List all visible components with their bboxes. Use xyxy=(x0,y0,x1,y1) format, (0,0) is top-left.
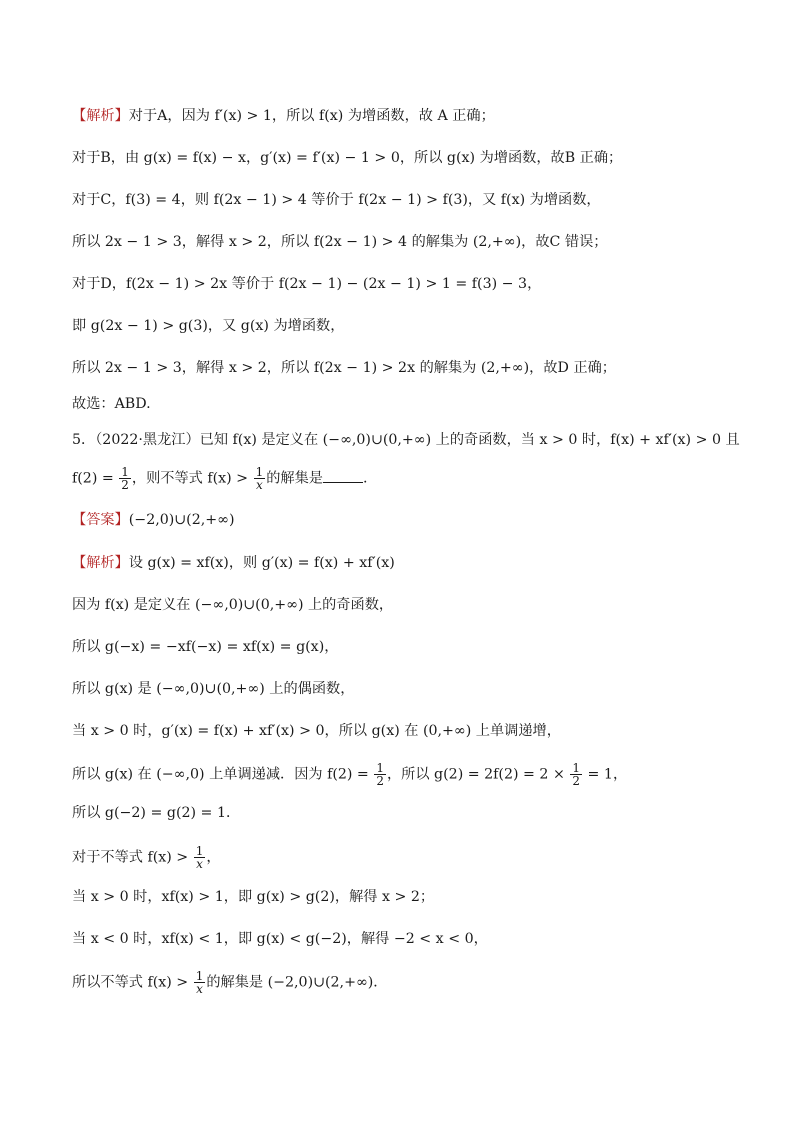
line-text: 设 g(x) = xf(x)，则 g′(x) = f(x) + xf′(x) xyxy=(128,555,395,571)
line-text: 所以 g(−2) = g(2) = 1． xyxy=(72,805,241,821)
fraction: $\frac{1}{2}$ xyxy=(572,761,581,788)
solution-line-d xyxy=(72,274,734,294)
line-text: 的解集是 xyxy=(266,470,323,487)
line-text: 的解集是 (−2,0)∪(2,+∞)． xyxy=(206,974,388,991)
analysis-line-11 xyxy=(72,970,734,995)
analysis-line-1 xyxy=(72,553,734,573)
analysis-tag: 【解析】 xyxy=(72,108,129,124)
question-text: 5．（2022·黑龙江）已知 f(x) 是定义在 (−∞,0)∪(0,+∞) 上的奇函数，当 x > 0 时，f(x) + xf′(x) > 0 且 xyxy=(72,432,740,448)
analysis-line-5 xyxy=(72,721,734,741)
line-text: f(2) = xyxy=(72,470,114,487)
analysis-line-7 xyxy=(72,803,734,823)
answer-line xyxy=(72,510,734,530)
solution-line-a xyxy=(72,106,734,126)
solution-line-c-2 xyxy=(72,232,734,252)
line-text: 所以 2x − 1 > 3，解得 x > 2，所以 f(2x − 1) > 2x 的解集为 (2,+∞)，故D 正确； xyxy=(72,360,616,376)
line-text: 所以不等式 f(x) > xyxy=(72,974,189,991)
solution-line-d-3 xyxy=(72,358,734,378)
line-text: ， xyxy=(206,849,221,866)
answer-tag: 【答案】 xyxy=(72,512,129,528)
line-text: 对于D，f(2x − 1) > 2x 等价于 f(2x − 1) − (2x − 1) > 1 = f(3) − 3， xyxy=(72,276,542,292)
answer-text: (−2,0)∪(2,+∞) xyxy=(128,512,235,528)
answer-blank xyxy=(323,468,363,483)
line-text: 当 x < 0 时，xf(x) < 1，即 g(x) < g(−2)，解得 −2 < x < 0， xyxy=(72,931,488,947)
analysis-tag: 【解析】 xyxy=(72,555,129,571)
line-text: ，则不等式 f(x) > xyxy=(131,470,249,487)
line-text: 当 x > 0 时，g′(x) = f(x) + xf′(x) > 0，所以 g(x) 在 (0,+∞) 上单调递增， xyxy=(72,723,561,739)
analysis-line-8 xyxy=(72,845,734,870)
line-text: = 1， xyxy=(587,766,628,783)
line-text: 所以 g(x) 在 (−∞,0) 上单调递减．因为 f(2) = xyxy=(72,766,369,783)
analysis-line-4 xyxy=(72,679,734,699)
fraction: $\frac{1}{2}$ xyxy=(376,761,384,788)
fraction: $\frac{1}{x}$ xyxy=(195,844,204,871)
line-text: . xyxy=(363,470,368,487)
analysis-line-9 xyxy=(72,887,734,907)
line-text: 故选：ABD. xyxy=(72,396,151,412)
line-text: 当 x > 0 时，xf(x) > 1，即 g(x) > g(2)，解得 x > 2； xyxy=(72,889,435,905)
analysis-line-2 xyxy=(72,595,734,615)
solution-line-b xyxy=(72,148,734,168)
line-text: 即 g(2x − 1) > g(3)，又 g(x) 为增函数， xyxy=(72,318,345,334)
answer-choice-line xyxy=(72,394,734,414)
line-text: 所以 2x − 1 > 3，解得 x > 2，所以 f(2x − 1) > 4 的解集为 (2,+∞)，故C 错误； xyxy=(72,234,608,250)
fraction: $\frac{1}{2}$ xyxy=(121,465,129,492)
analysis-line-3 xyxy=(72,637,734,657)
line-text: 所以 g(x) 是 (−∞,0)∪(0,+∞) 上的偶函数， xyxy=(72,681,355,697)
fraction: $\frac{1}{x}$ xyxy=(195,969,204,996)
question-5-line xyxy=(72,430,740,450)
fraction: $\frac{1}{x}$ xyxy=(255,465,264,492)
line-text: 对于A，因为 f′(x) > 1，所以 f(x) 为增函数，故 A 正确； xyxy=(128,108,495,124)
line-text: 对于不等式 f(x) > xyxy=(72,849,189,866)
solution-line-c xyxy=(72,190,734,210)
line-text: 对于C，f(3) = 4，则 f(2x − 1) > 4 等价于 f(2x − 1) > f(3)，又 f(x) 为增函数， xyxy=(72,192,601,208)
solution-line-d-2 xyxy=(72,316,734,336)
line-text: 因为 f(x) 是定义在 (−∞,0)∪(0,+∞) 上的奇函数， xyxy=(72,597,394,613)
line-text: 对于B，由 g(x) = f(x) − x，g′(x) = f′(x) − 1 > 0，所以 g(x) 为增函数，故B 正确； xyxy=(72,150,623,166)
line-text: 所以 g(−x) = −xf(−x) = xf(x) = g(x)， xyxy=(72,639,339,655)
line-text: ，所以 g(2) = 2f(2) = 2 × xyxy=(386,766,565,783)
analysis-line-6 xyxy=(72,762,734,787)
question-5-line-2 xyxy=(72,466,734,491)
analysis-line-10 xyxy=(72,929,734,949)
